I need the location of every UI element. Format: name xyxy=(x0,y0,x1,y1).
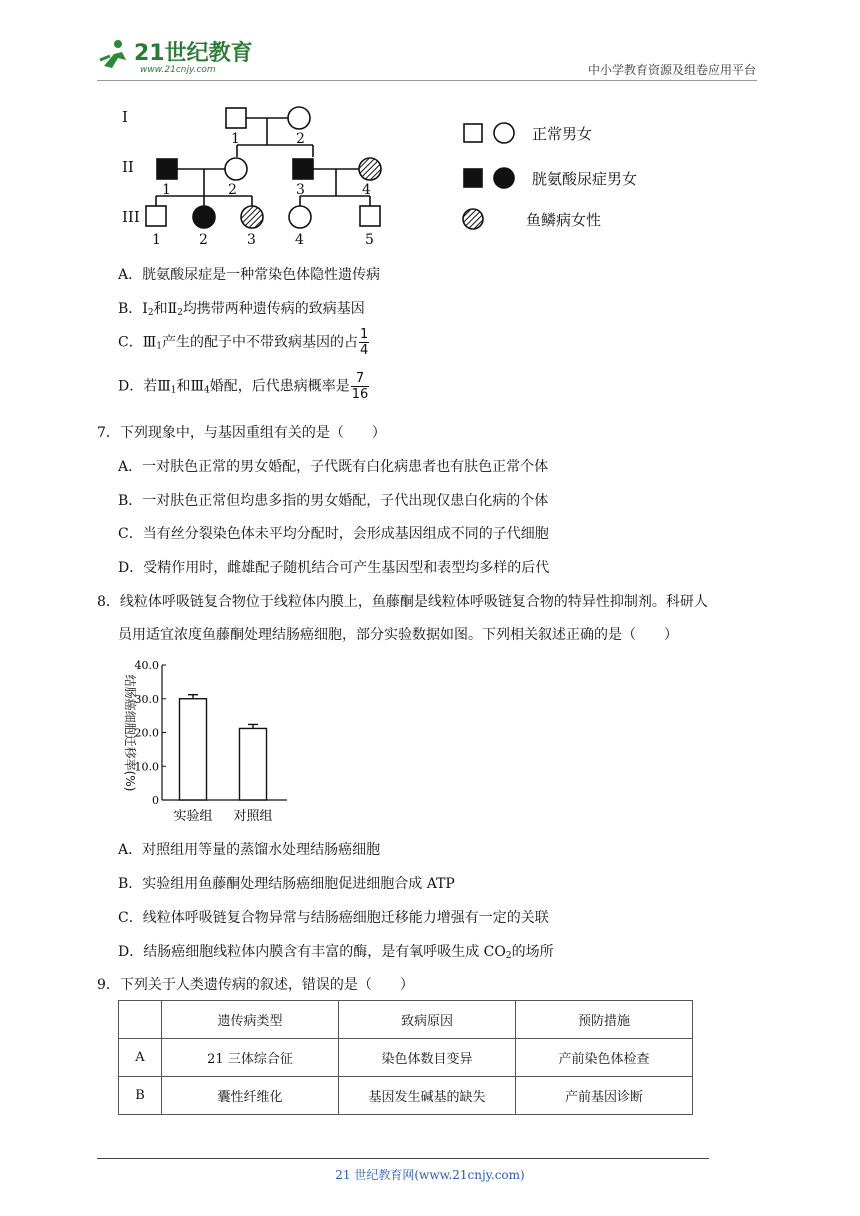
i2-number: 2 xyxy=(296,131,305,147)
x-tick-label: 实验组 xyxy=(173,809,213,824)
table-cell: 基因发生碱基的缺失 xyxy=(339,1077,516,1115)
iii1-normal-male xyxy=(146,206,166,226)
iii3-number: 3 xyxy=(247,232,256,248)
table-header-row xyxy=(119,1001,693,1039)
table-header-cell xyxy=(119,1001,162,1039)
ii1-pku-male xyxy=(157,159,177,179)
iii1-number: 1 xyxy=(152,232,161,248)
legend-normal-female-icon xyxy=(494,123,514,143)
table-row xyxy=(119,1077,693,1115)
legend-ichthyosis-female-icon xyxy=(463,209,483,229)
ii3-number: 3 xyxy=(296,182,305,198)
i2-normal-female xyxy=(288,107,310,129)
pedigree-diagram xyxy=(110,100,700,250)
x-tick-label: 对照组 xyxy=(233,809,273,824)
legend-pku-label: 胱氨酸尿症男女 xyxy=(532,170,638,188)
runner-icon xyxy=(100,40,126,68)
y-tick-label: 0 xyxy=(152,794,159,807)
legend-normal-label: 正常男女 xyxy=(532,125,593,143)
ii3-pku-male xyxy=(293,159,313,179)
legend-normal-male-icon xyxy=(464,124,482,142)
footer-divider xyxy=(97,1158,709,1159)
y-tick-label: 10.0 xyxy=(134,760,159,774)
iii2-pku-female xyxy=(193,206,215,228)
iii4-normal-female xyxy=(289,206,311,228)
table-header-cell: 预防措施 xyxy=(516,1001,693,1039)
table-cell: 染色体数目变异 xyxy=(339,1039,516,1077)
table-cell: B xyxy=(119,1077,162,1115)
genetic-disease-table xyxy=(118,1000,693,1115)
bar xyxy=(180,699,207,800)
q8-stem-line2: 员用适宜浓度鱼藤酮处理结肠癌细胞，部分实验数据如图。下列相关叙述正确的是（ ） xyxy=(118,627,678,643)
iii5-number: 5 xyxy=(365,232,374,248)
table-header-cell: 致病原因 xyxy=(339,1001,516,1039)
header-divider xyxy=(97,80,757,81)
ii2-normal-female xyxy=(225,158,247,180)
q7-option-a: A．一对肤色正常的男女婚配，子代既有白化病患者也有肤色正常个体 xyxy=(118,459,549,475)
table-cell: 21 三体综合征 xyxy=(162,1039,339,1077)
iii4-number: 4 xyxy=(295,232,304,248)
q7-stem: 7．下列现象中，与基因重组有关的是（ ） xyxy=(97,425,386,441)
q8-option-c: C．线粒体呼吸链复合物异常与结肠癌细胞迁移能力增强有一定的关联 xyxy=(118,910,549,926)
q6-option-d: D．若$Ⅲ_1$和$Ⅲ_4$婚配，后代患病概率是 $\frac{7}{16}$ xyxy=(118,371,369,402)
table-cell: 囊性纤维化 xyxy=(162,1077,339,1115)
y-axis-label: 结肠癌细胞迁移率(%) xyxy=(123,674,137,792)
platform-name: 中小学教育资源及组卷应用平台 xyxy=(587,63,756,77)
y-tick-label: 40.0 xyxy=(134,659,159,672)
table-header-cell: 遗传病类型 xyxy=(162,1001,339,1039)
legend-pku-male-icon xyxy=(464,169,482,187)
q8-option-b: B．实验组用鱼藤酮处理结肠癌细胞促进细胞合成 ATP xyxy=(118,876,455,892)
q7-option-c: C．当有丝分裂染色体未平均分配时，会形成基因组成不同的子代细胞 xyxy=(118,526,549,542)
q6-option-b: B．$Ⅰ_2$和$Ⅱ_2$均携带两种遗传病的致病基因 xyxy=(118,301,365,318)
q8-stem-line1: 8．线粒体呼吸链复合物位于线粒体内膜上，鱼藤酮是线粒体呼吸链复合物的特异性抑制剂。科研人 xyxy=(97,594,708,610)
gen-label-1: I xyxy=(122,108,128,126)
table-row xyxy=(119,1039,693,1077)
ii4-ichthyosis-female xyxy=(359,158,381,180)
q6-option-c: C．$Ⅲ_1$产生的配子中不带致病基因的占 $\frac{1}{4}$ xyxy=(118,327,369,358)
table-cell: 产前染色体检查 xyxy=(516,1039,693,1077)
bar xyxy=(240,728,267,800)
q9-stem: 9．下列关于人类遗传病的叙述，错误的是（ ） xyxy=(97,977,414,993)
logo-text: 21世纪教育 xyxy=(134,41,253,66)
i1-number: 1 xyxy=(231,131,240,147)
migration-rate-chart xyxy=(112,655,312,830)
footer-text: 21 世纪教育网(www.21cnjy.com) xyxy=(335,1168,525,1182)
iii3-ichthyosis-female xyxy=(241,206,263,228)
logo-url: www.21cnjy.com xyxy=(140,65,216,75)
fraction-seven-sixteenths: $\frac{7}{16}$ xyxy=(351,371,369,402)
ii4-number: 4 xyxy=(362,182,371,198)
iii5-normal-male xyxy=(360,206,380,226)
table-cell: A xyxy=(119,1039,162,1077)
y-tick-label: 30.0 xyxy=(134,692,159,706)
legend-ichthyosis-label: 鱼鳞病女性 xyxy=(526,211,602,229)
gen-label-2: II xyxy=(122,158,134,176)
i1-normal-male xyxy=(226,108,246,128)
q7-option-d: D．受精作用时，雌雄配子随机结合可产生基因型和表型均多样的后代 xyxy=(118,560,550,576)
q8-option-a: A．对照组用等量的蒸馏水处理结肠癌细胞 xyxy=(118,842,381,858)
legend-pku-female-icon xyxy=(494,168,514,188)
q8-option-d: D．结肠癌细胞线粒体内膜含有丰富的酶，是有氧呼吸生成 $CO_2$的场所 xyxy=(118,944,554,961)
site-logo xyxy=(96,36,266,76)
ii1-number: 1 xyxy=(162,182,171,198)
gen-label-3: III xyxy=(122,208,140,226)
fraction-one-quarter: $\frac{1}{4}$ xyxy=(359,327,369,358)
ii2-number: 2 xyxy=(228,182,237,198)
q7-option-b: B．一对肤色正常但均患多指的男女婚配，子代出现仅患白化病的个体 xyxy=(118,493,549,509)
table-cell: 产前基因诊断 xyxy=(516,1077,693,1115)
iii2-number: 2 xyxy=(199,232,208,248)
y-tick-label: 20.0 xyxy=(134,726,159,740)
q6-option-a: A．胱氨酸尿症是一种常染色体隐性遗传病 xyxy=(118,267,381,283)
